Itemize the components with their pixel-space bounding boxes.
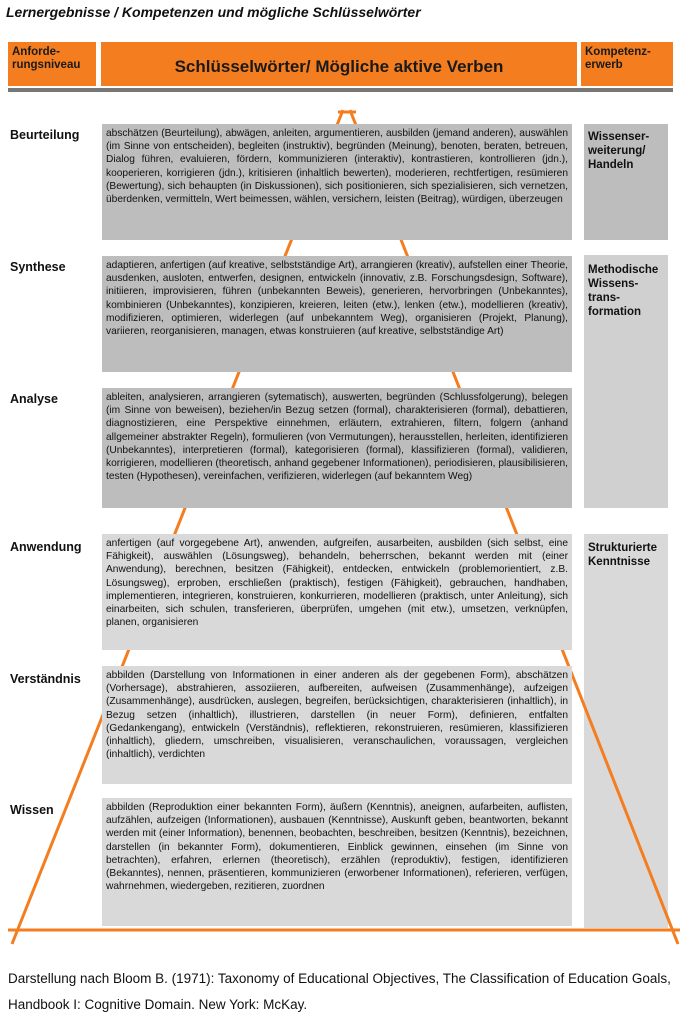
level-label-wissen: Wissen [10, 803, 54, 817]
competence-bg-3 [584, 534, 668, 928]
page-title: Lernergebnisse / Kompetenzen und mögliche Schlüsselwörter [6, 4, 421, 20]
header-requirement-level: Anforde- rungsniveau [8, 42, 96, 86]
keywords-wissen: abbilden (Reproduktion einer bekannten Form), äußern (Kenntnis), aneignen, aufarbeiten, auflisten, aufzählen, aufzeigen (Informationen), ausbauen (Kenntnisse), Auskunft geben, beantworten, bekannt werden mit (einer Information), benennen, beobachten, beschreiben, besitzen (Kenntnis), bezeichnen, darstellen (in bekannter Form), dokumentieren, Einblick gewinnen, einsehen (im Sinne von betrachten), erfahren, erlernen (theoretisch), erzählen (reproduktiv), festigen, identifizieren (Bekanntes), nennen, präsentieren, kommunizieren (erworbener Informationen), referieren, verfügen, wahrnehmen, wiedergeben, rezitieren, zuordnen [102, 798, 572, 926]
competence-label-3: Strukturierte Kenntnisse [588, 542, 658, 568]
keywords-anwendung: anfertigen (auf vorgegebene Art), anwenden, aufgreifen, ausarbeiten, ausbilden (sich selbst, eine Fähigkeit), auswählen (Lösungsweg), behandeln, beherrschen, bekannt werden mit (einer Anwendung), berechnen, besitzen (Fähigkeit), entdecken, entwickeln (problemorientiert, z.B. Lösungsweg), erproben, erschließen (praktisch), festigen (Fähigkeit), gebrauchen, handhaben, implementieren, integrieren, konstruieren, konkurrieren, modellieren (praktisch, unter Anleitung), sich einarbeiten, sich schulen, transferieren, überprüfen, umgehen (mit etw.), umsetzen, verknüpfen, planen, organisieren [102, 534, 572, 650]
keywords-analyse: ableiten, analysieren, arrangieren (sytematisch), auswerten, begründen (Schlussfolgerung), belegen (im Sinne von beweisen), beziehen/in Bezug setzen (formal), charakterisieren (formal), debattieren, diagnostizieren, eine Perspektive einnehmen, erläutern, extrahieren, filtern, folgern (anhand allgemeiner abstrakter Regeln), formulieren (von Vermutungen), herausstellen, herleiten, identifizieren (Unbekanntes), interpretieren (formal), kategorisieren (formal), klassifizieren (formal), validieren, korrigieren, modellieren (theoretisch, anhand gegebener Informationen), periodisieren, plausibilisieren, testen (Hypothesen), vereinfachen, verifizieren, widerlegen (auf bekanntem Weg) [102, 388, 572, 508]
keywords-synthese: adaptieren, anfertigen (auf kreative, selbstständige Art), arrangieren (kreativ), aufstellen einer Theorie, ausdenken, ausloten, entwerfen, designen, entwickeln (innovativ, z.B. Forschungsdesign, Software), initiieren, improvisieren, führen (unbekannten Beweis), generieren, hervorbringen (Unbekanntes), kombinieren (Unbekanntes), konzipieren, kreieren, leiten (etw.), lenken (etw.), modellieren (kreativ), modifizieren, optimieren, widerlegen (auf unbekanntem Weg), organisieren (Projekt, Planung), variieren, reorganisieren, managen, etwas konstruieren (auf kreative, selbstständige Art) [102, 256, 572, 372]
keywords-beurteilung: abschätzen (Beurteilung), abwägen, anleiten, argumentieren, ausbilden (jemand anderen), auswählen (im Sinne von entscheiden), begleiten (instruktiv), begründen (Meinung), benoten, beraten, betreuen, Dialog führen, evaluieren, fördern, kommunizieren (interaktiv), kontrastieren, kontrollieren (jdn.), kooperieren, korrigieren (jdn.), kritisieren (inhaltlich bewerten), moderieren, rechtfertigen, resümieren (Bewertung), sich behaupten (in Diskussionen), sich positionieren, sich spezialisieren, sich vernetzen, überdenken, vermitteln, Wert beimessen, wählen, versichern, leisten (Beitrag), würdigen, überzeugen [102, 124, 572, 240]
source-caption: Darstellung nach Bloom B. (1971): Taxonomy of Educational Objectives, The Classification of Education Goals, Handbook I: Cognitive Domain. New York: McKay. [8, 971, 671, 1012]
keywords-verstaendnis: abbilden (Darstellung von Informationen in einer anderen als der gegebenen Form), abschätzen (Vorhersage), abstrahieren, assoziieren, aufbereiten, aufweisen (Zusammenhänge), aufzeigen (Zusammenhänge), ausdrücken, auslegen, begreifen, berücksichtigen, charakterisieren (inhaltlich), in Bezug setzen (inhaltlich), illustrieren, darstellen (in neuer Form), definieren, entfalten (Gedankengang), entwickeln (Verständnis), reflektieren, rekonstruieren, resümieren, klassifizieren (inhaltlich), gliedern, umschreiben, visualisieren, veranschaulichen, voraussagen, vergleichen (inhaltlich), verdichten [102, 666, 572, 784]
level-label-synthese: Synthese [10, 260, 66, 274]
competence-label-1: Wissenser- weiterung/ Handeln [588, 131, 650, 171]
competence-label-2: Methodische Wissens- trans- formation [588, 264, 659, 318]
header-keywords: Schlüsselwörter/ Mögliche aktive Verben [101, 42, 577, 86]
header-competence: Kompetenz- erwerb [581, 42, 673, 86]
level-label-anwendung: Anwendung [10, 540, 82, 554]
level-label-analyse: Analyse [10, 392, 58, 406]
level-label-verstaendnis: Verständnis [10, 672, 81, 686]
level-label-beurteilung: Beurteilung [10, 128, 80, 142]
